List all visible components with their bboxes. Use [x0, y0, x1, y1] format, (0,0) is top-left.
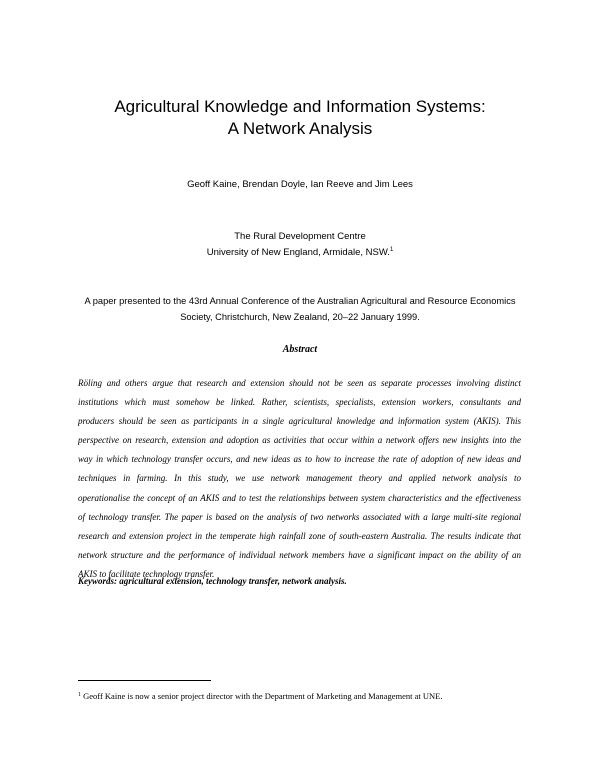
affiliation-line-1: The Rural Development Centre [234, 231, 366, 242]
paper-title [60, 96, 540, 140]
affiliation [60, 229, 540, 260]
abstract-heading: Abstract [282, 344, 318, 355]
footnote-marker: 1 [78, 692, 81, 698]
abstract-line: techniques in farming. In this study, we use network management theory and applied network analysis to [78, 473, 521, 484]
abstract-line: network structure and the performance of individual network members have a significant impact on the ability of an [78, 549, 521, 560]
keywords: Keywords: agricultural extension, technology transfer, network analysis. [78, 576, 347, 586]
abstract-line: institutions which must somehow be linked. Rather, scientists, specialists, extension workers, consultants and [78, 397, 521, 408]
abstract-line: research and extension project in the temperate high rainfall zone of south-eastern Australia. The results indicate that [78, 530, 521, 541]
abstract-line: way in which technology transfer occurs, and new ideas as to how to increase the rate of adoption of new ideas and [78, 454, 521, 465]
affiliation-line-2-text: University of New England, Armidale, NSW. [206, 246, 390, 258]
author-list: Geoff Kaine, Brendan Doyle, Ian Reeve and Jim Lees [187, 179, 413, 190]
abstract-line: Röling and others argue that research and extension should not be seen as separate processes involving distinct [78, 378, 521, 388]
presentation-line-1: A paper presented to the 43rd Annual Conference of the Australian Agricultural and Resource Economics [84, 296, 516, 306]
footnote [78, 690, 521, 702]
presentation-note [60, 294, 540, 325]
abstract-line: AKIS to facilitate technology transfer. [78, 568, 215, 579]
abstract-line: operationalise the concept of an AKIS and to test the relationships between system characteristics and the effectiveness [78, 492, 521, 503]
abstract-line: of technology transfer. The paper is based on the analysis of two networks associated with a large multi-site regional [78, 511, 521, 522]
presentation-line-2: Society, Christchurch, New Zealand, 20–22 January 1999. [180, 311, 420, 322]
footnote-reference: 1 [389, 246, 394, 253]
abstract-line: producers should be seen as participants in a single agricultural knowledge and information system (AKIS). This [78, 416, 521, 427]
abstract-body [78, 374, 521, 584]
affiliation-line-2 [60, 245, 540, 261]
title-line-2: A Network Analysis [227, 119, 373, 138]
footnote-divider [78, 680, 211, 681]
abstract-line: perspective on research, extension and adoption as activities that occur within a network offers new insights into the [78, 435, 521, 446]
title-line-1: Agricultural Knowledge and Information Systems: [114, 97, 486, 116]
footnote-text: Geoff Kaine is now a senior project director with the Department of Marketing and Management at UNE. [81, 691, 443, 701]
